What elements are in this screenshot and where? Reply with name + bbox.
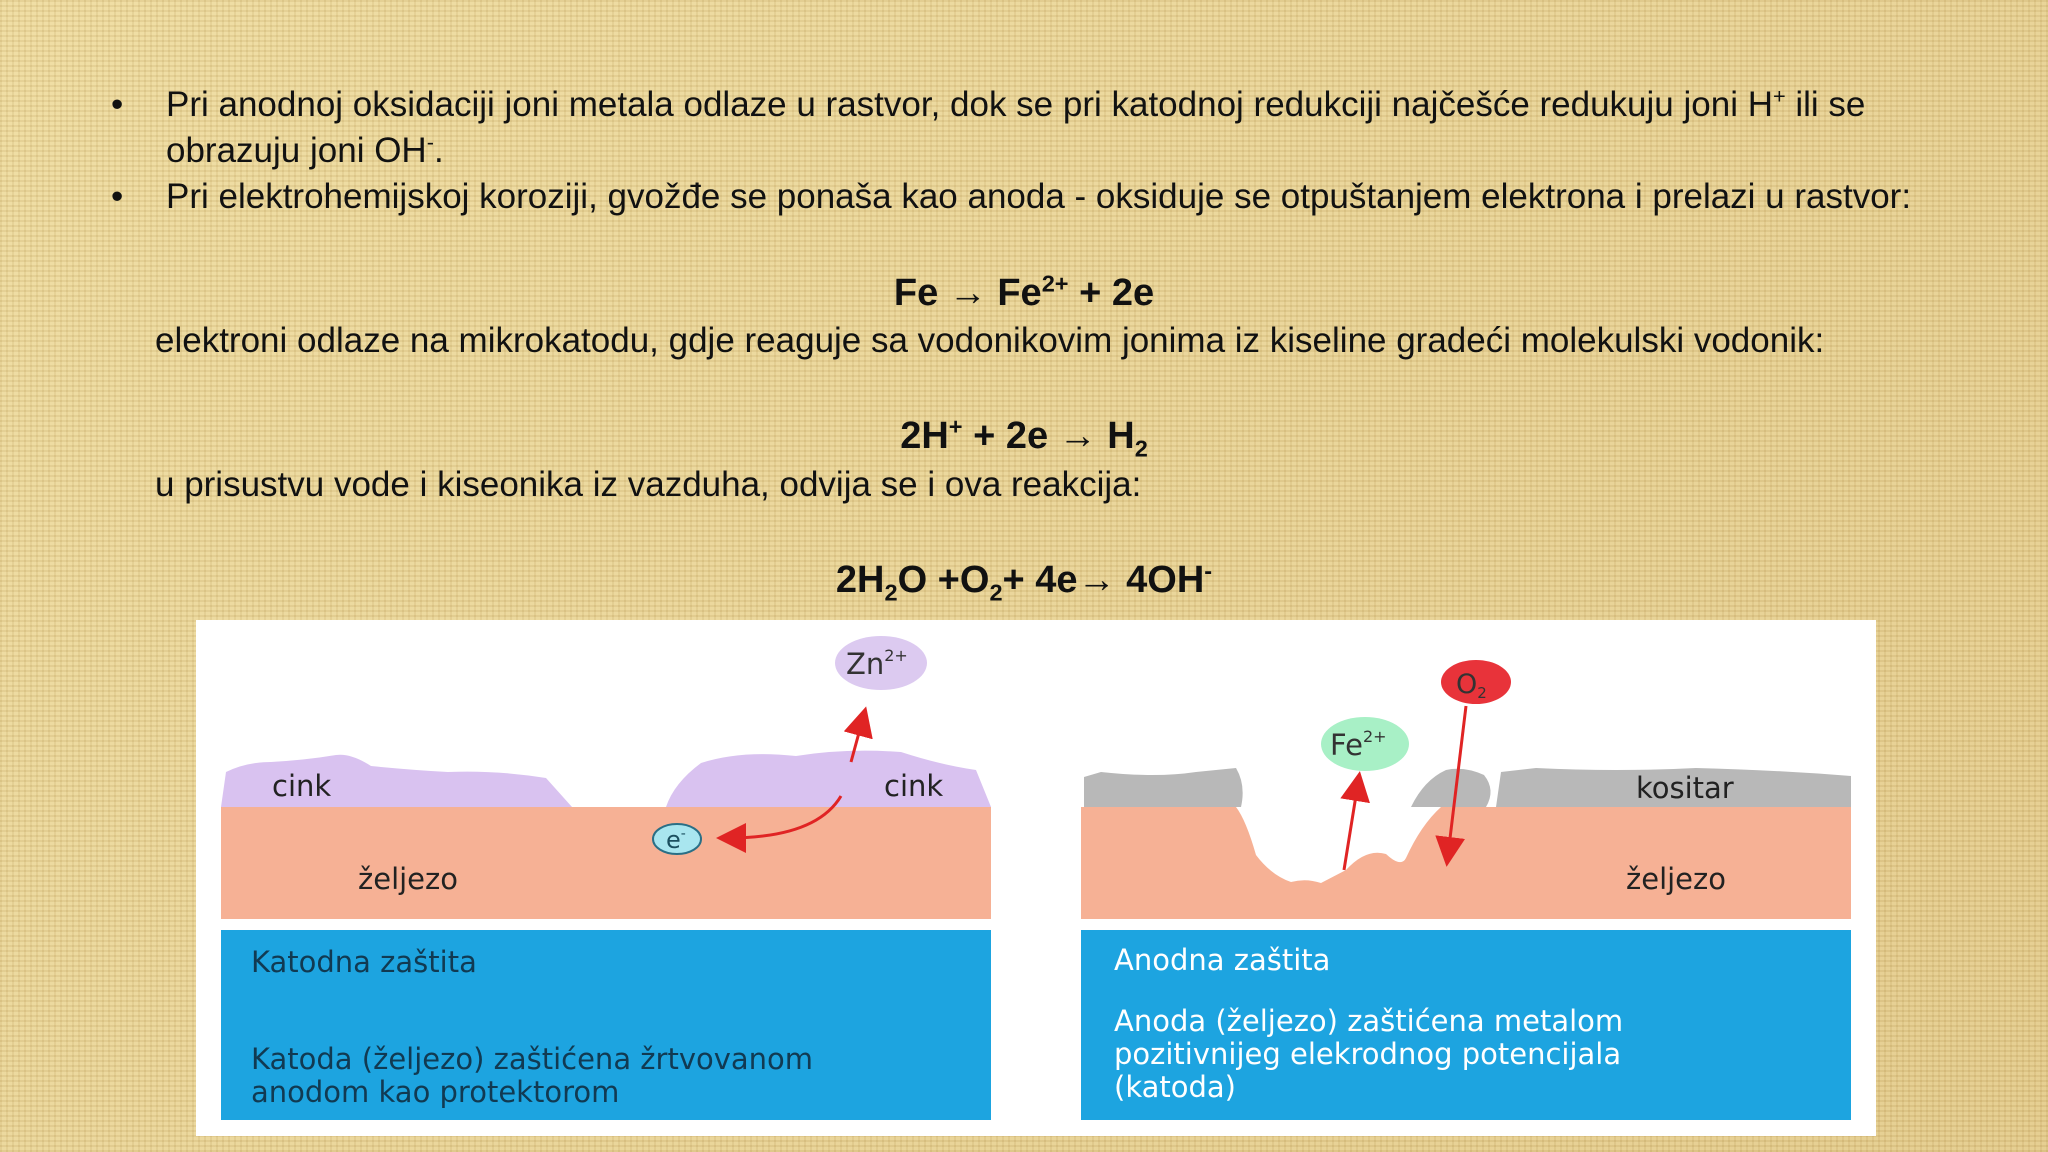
paragraph-water-oxygen: u prisustvu vode i kiseonika iz vazduha, odvija se i ova reakcija: (155, 465, 1142, 504)
iron-ion-arrow (1344, 783, 1358, 870)
bullet-text-1: Pri anodnoj oksidaciji joni metala odlaze u rastvor, dok se pri katodnoj redukciji najčešće redukuju joni H+ ili se obrazuju joni OH-. (166, 83, 1866, 170)
bullet-item-2 (105, 174, 1965, 220)
left-diagram-cathodic (221, 636, 991, 1120)
right-diagram-anodic (1081, 660, 1851, 1120)
tin-coating-right-1 (1084, 768, 1243, 807)
iron-layer-left (221, 807, 991, 919)
anodic-protection-desc-1: Anoda (željezo) zaštićena metalom (1114, 1004, 1624, 1038)
iron-layer-right (1081, 807, 1851, 919)
bullet-text-2: Pri elektrohemijskoj koroziji, gvožđe se ponaša kao anoda - oksiduje se otpuštanjem elektrona i prelazi u rastvor: (166, 177, 1912, 216)
zinc-label-1: cink (272, 769, 332, 803)
tin-coating-right-2 (1411, 769, 1491, 807)
equation-hydroxide: $2H_2O +O_2+ 4e\to 4OH^-$ (835, 557, 1213, 606)
equation-hydrogen: $2H^+ + 2e \to H_2$ (900, 413, 1148, 462)
iron-ion-label: $Fe^{2+}$ (1330, 727, 1387, 762)
corrosion-protection-diagram (196, 620, 1876, 1136)
iron-label-right: željezo (1626, 862, 1726, 896)
iron-label-left: željezo (358, 862, 458, 896)
cathodic-protection-title: Katodna zaštita (251, 945, 477, 979)
anodic-protection-desc-3: (katoda) (1114, 1070, 1236, 1104)
anodic-protection-title: Anodna zaštita (1114, 943, 1331, 977)
bullet-list (105, 82, 1965, 220)
tin-label: kositar (1636, 771, 1734, 805)
electron-label: e- (666, 826, 686, 854)
bullet-marker: • (111, 177, 124, 216)
anodic-protection-desc-2: pozitivnijeg elekrodnog potencijala (1114, 1037, 1622, 1071)
cathodic-protection-desc-2: anodom kao protektorom (251, 1075, 620, 1109)
paragraph-electrons: elektroni odlaze na mikrokatodu, gdje reaguje sa vodonikovim jonima iz kiseline gradeći molekulski vodonik: (155, 321, 1825, 360)
oxygen-label: O2 (1456, 669, 1487, 702)
zinc-label-2: cink (884, 769, 944, 803)
zinc-ion-label: $Zn^{2+}$ (846, 646, 908, 681)
cathodic-protection-desc-1: Katoda (željezo) zaštićena žrtvovanom (251, 1042, 814, 1076)
equation-iron-oxidation: $Fe \to Fe^{2+} + 2e$ (893, 270, 1155, 314)
diagram-svg (196, 620, 1876, 1136)
bullet-item-1 (105, 82, 1965, 174)
bullet-marker: • (111, 85, 124, 124)
